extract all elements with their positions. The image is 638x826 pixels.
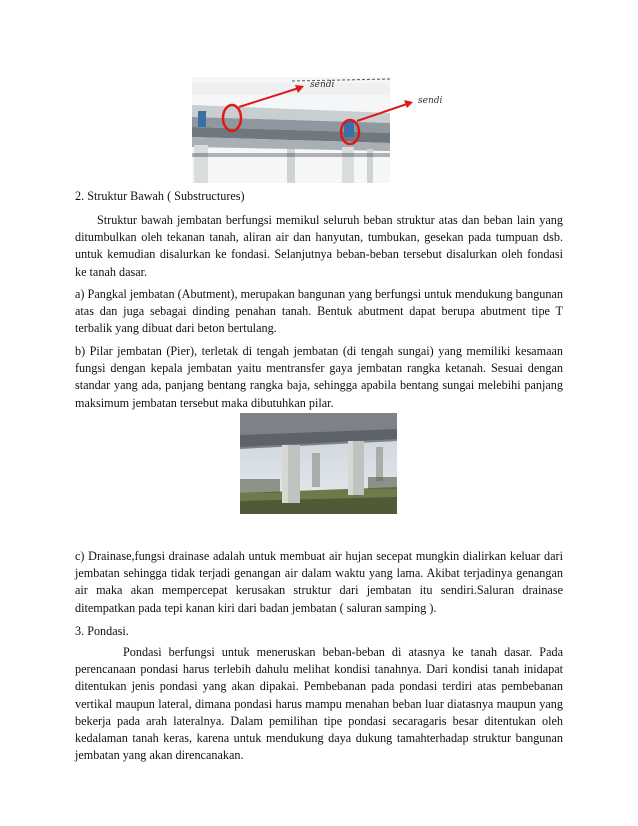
bridge-pier-illustration: [240, 413, 397, 514]
bridge-hinge-photo: [192, 77, 452, 183]
section-2-heading: 2. Struktur Bawah ( Substructures): [75, 189, 245, 203]
item-c-drainage: c) Drainase,fungsi drainase adalah untuk membuat air hujan secepat mungkin dialirkan keluar dari jembatan sehingga tidak terjadi genangan air dalam waktu yang lama. Akibat terjadinya genangan air maka akan mempercepat kerusakan struktur dari jembatan itu sendiri.Saluran drainase ditempatkan pada tepi kanan kiri dari badan jembatan ( saluran samping ).: [75, 549, 563, 615]
section-2-intro: Struktur bawah jembatan berfungsi memikul seluruh beban struktur atas dan beban lain yang ditumbulkan oleh tekanan tanah, aliran air dan hanyutan, tumbukan, gesekan pada tumpuan dsb. untuk kemudian disalurkan ke fondasi. Selanjutnya beban-beban tersebut disalurkan oleh fondasi ke tanah dasar.: [75, 213, 563, 279]
item-b-pier: b) Pilar jembatan (Pier), terletak di tengah jembatan (di tengah sungai) yang memiliki kesamaan fungsi dengan kepala jembatan yaitu mentransfer gaya jembatan rangka ketanah. Sesuai dengan standar yang ada, panjang bentang rangka baja, sehingga apabila bentang sungai melebihi panjang maksimum jembatan tersebut maka dibutuhkan pilar.: [75, 344, 563, 410]
hinge-label-1: sendi: [310, 80, 335, 90]
hinge-label-2: sendi: [418, 96, 443, 106]
section-3-heading: 3. Pondasi.: [75, 624, 129, 638]
section-3-body: Pondasi berfungsi untuk meneruskan beban-beban di atasnya ke tanah dasar. Pada perencanaan pondasi harus terlebih dahulu melihat kondisi tanahnya. Dari kondisi tanah inidapat ditentukan jenis pondasi yang akan dipakai. Pembebanan pada pondasi terdiri atas pembebanan vertikal maupun lateral, dimana pondasi harus mampu menahan beban luar diatasnya maupun yang bekerja pada arah lateralnya. Dalam pemilihan tipe pondasi secaragaris besar ditentukan oleh kedalaman tanah keras, karena untuk mendukung daya dukung tamahterhadap struktur bangunan jembatan yang akan direncanakan.: [75, 645, 563, 763]
item-a-abutment: a) Pangkal jembatan (Abutment), merupakan bangunan yang berfungsi untuk mendukung bangunan atas dan juga sebagai dinding penahan tanah. Bentuk abutment dapat berupa abutment tipe T terbalik yang dibuat dari beton bertulang.: [75, 287, 563, 336]
bridge-hinge-illustration: [192, 77, 452, 183]
bridge-pier-photo: [240, 413, 397, 514]
